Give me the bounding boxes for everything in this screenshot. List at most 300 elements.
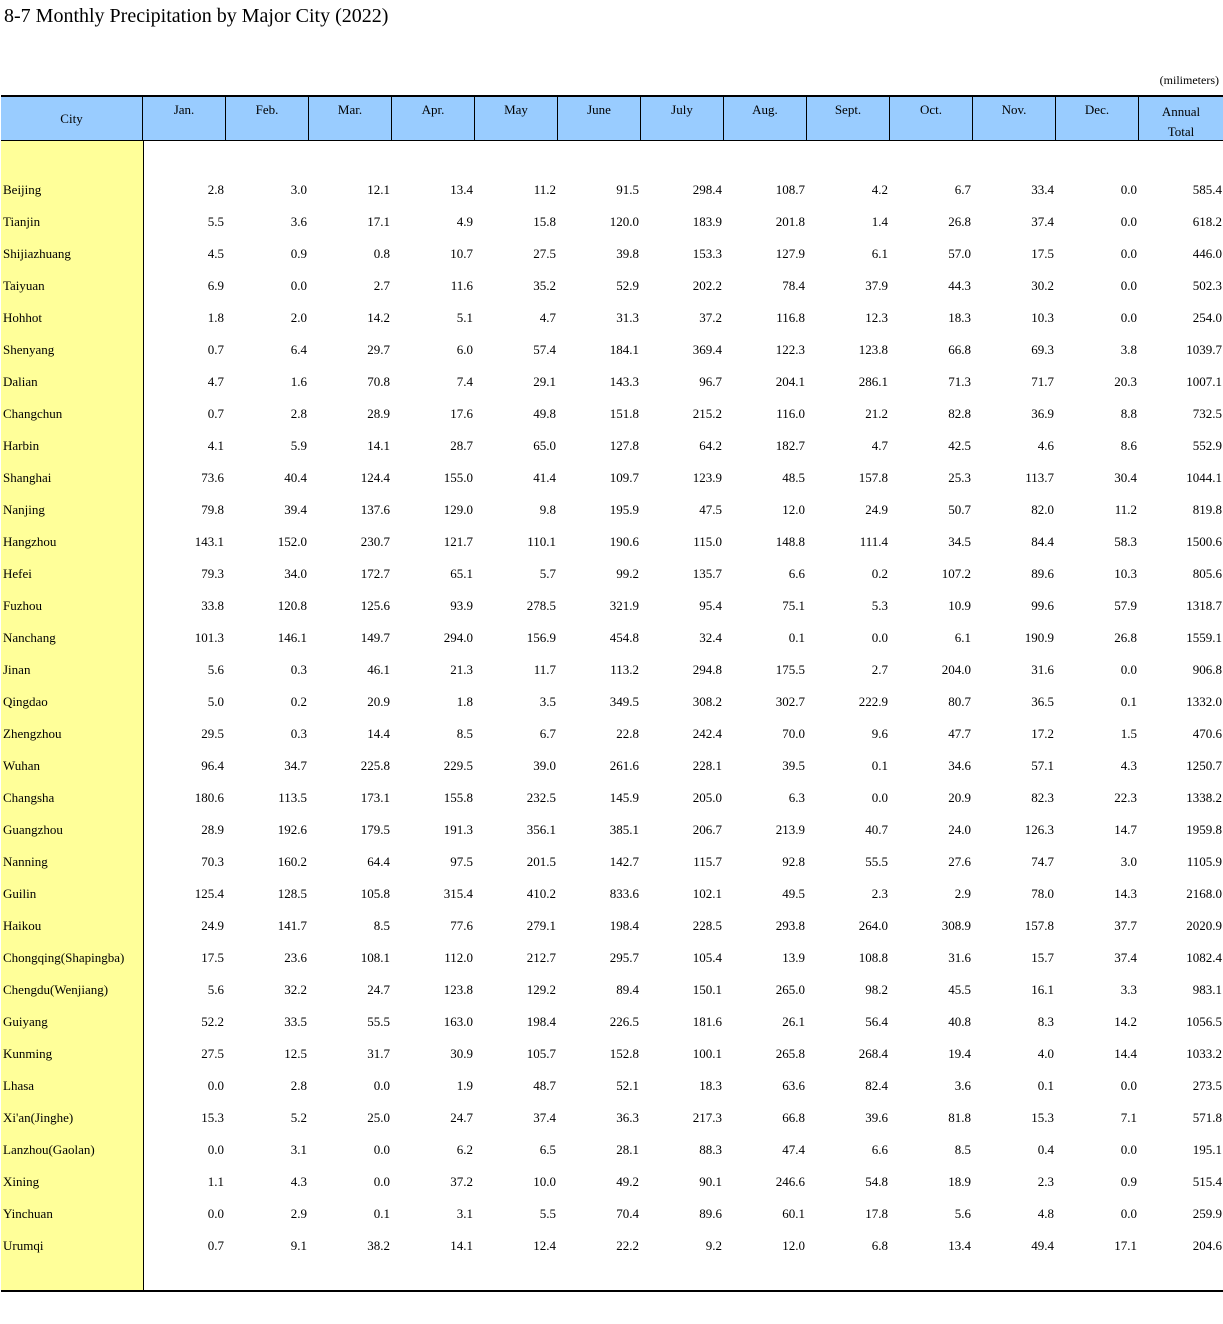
month-value-cell: 15.3 — [1031, 1110, 1054, 1125]
month-value-cell: 39.6 — [865, 1110, 888, 1125]
header-month: May — [475, 97, 558, 140]
month-value-cell: 9.2 — [705, 1238, 722, 1253]
month-value-cell: 19.4 — [948, 1046, 971, 1061]
table-row — [1, 270, 1223, 302]
month-value-cell: 29.7 — [367, 342, 390, 357]
city-name: Hangzhou — [3, 534, 57, 549]
month-value-cell: 198.4 — [609, 918, 639, 933]
month-value-cell: 123.9 — [692, 470, 722, 485]
month-value-cell: 38.2 — [367, 1238, 390, 1253]
city-name: Beijing — [3, 182, 42, 197]
month-value-cell: 1.9 — [456, 1078, 473, 1093]
month-value-cell: 82.0 — [1031, 502, 1054, 517]
month-value-cell: 55.5 — [865, 854, 888, 869]
month-value-cell: 123.8 — [443, 982, 473, 997]
city-name: Jinan — [3, 662, 31, 677]
month-value-cell: 5.5 — [539, 1206, 556, 1221]
month-value-cell: 156.9 — [526, 630, 556, 645]
month-value-cell: 8.5 — [456, 726, 473, 741]
month-value-cell: 48.5 — [782, 470, 805, 485]
month-value-cell: 8.6 — [1120, 438, 1137, 453]
month-value-cell: 31.6 — [1031, 662, 1054, 677]
month-value-cell: 11.6 — [450, 278, 473, 293]
month-value-cell: 4.8 — [1037, 1206, 1054, 1221]
city-name: Lhasa — [3, 1078, 35, 1093]
month-value-cell: 122.3 — [775, 342, 805, 357]
month-value-cell: 279.1 — [526, 918, 556, 933]
month-value-cell: 11.2 — [1114, 502, 1137, 517]
month-value-cell: 6.5 — [539, 1142, 556, 1157]
city-name: Nanjing — [3, 502, 45, 517]
month-value-cell: 93.9 — [450, 598, 473, 613]
month-value-cell: 10.3 — [1114, 566, 1137, 581]
table-row — [1, 302, 1223, 334]
month-value-cell: 0.1 — [1120, 694, 1137, 709]
month-value-cell: 6.6 — [871, 1142, 888, 1157]
month-value-cell: 79.3 — [201, 566, 224, 581]
month-value-cell: 5.7 — [539, 566, 556, 581]
month-value-cell: 5.6 — [207, 662, 224, 677]
month-value-cell: 0.1 — [1037, 1078, 1054, 1093]
city-name: Urumqi — [3, 1238, 44, 1253]
month-value-cell: 135.7 — [692, 566, 722, 581]
month-value-cell: 226.5 — [609, 1014, 639, 1029]
header-month: Apr. — [392, 97, 475, 140]
month-value-cell: 115.7 — [693, 854, 722, 869]
header-month: Mar. — [309, 97, 392, 140]
city-name: Changsha — [3, 790, 55, 805]
header-month: July — [641, 97, 724, 140]
month-value-cell: 23.6 — [284, 950, 307, 965]
month-value-cell: 75.1 — [782, 598, 805, 613]
month-value-cell: 179.5 — [360, 822, 390, 837]
month-value-cell: 36.5 — [1031, 694, 1054, 709]
month-value-cell: 14.2 — [1114, 1014, 1137, 1029]
month-value-cell: 65.1 — [450, 566, 473, 581]
month-value-cell: 1.6 — [290, 374, 307, 389]
month-value-cell: 0.1 — [788, 630, 805, 645]
month-value-cell: 108.7 — [775, 182, 805, 197]
month-value-cell: 96.7 — [699, 374, 722, 389]
month-value-cell: 24.0 — [948, 822, 971, 837]
month-value-cell: 70.4 — [616, 1206, 639, 1221]
month-value-cell: 2.0 — [290, 310, 307, 325]
month-value-cell: 14.4 — [1114, 1046, 1137, 1061]
month-value-cell: 116.0 — [776, 406, 805, 421]
month-value-cell: 36.3 — [616, 1110, 639, 1125]
month-value-cell: 45.5 — [948, 982, 971, 997]
city-name: Hohhot — [3, 310, 42, 325]
table-row — [1, 782, 1223, 814]
month-value-cell: 40.4 — [284, 470, 307, 485]
city-name: Wuhan — [3, 758, 41, 773]
month-value-cell: 0.7 — [207, 342, 224, 357]
month-value-cell: 4.3 — [290, 1174, 307, 1189]
month-value-cell: 102.1 — [692, 886, 722, 901]
month-value-cell: 4.7 — [539, 310, 556, 325]
month-value-cell: 64.4 — [367, 854, 390, 869]
month-value-cell: 107.2 — [941, 566, 971, 581]
month-value-cell: 71.7 — [1031, 374, 1054, 389]
month-value-cell: 4.7 — [871, 438, 888, 453]
month-value-cell: 321.9 — [609, 598, 639, 613]
month-value-cell: 204.1 — [775, 374, 805, 389]
month-value-cell: 9.8 — [539, 502, 556, 517]
month-value-cell: 12.0 — [782, 502, 805, 517]
month-value-cell: 70.0 — [782, 726, 805, 741]
month-value-cell: 201.5 — [526, 854, 556, 869]
month-value-cell: 2.9 — [954, 886, 971, 901]
month-value-cell: 73.6 — [201, 470, 224, 485]
month-value-cell: 195.9 — [609, 502, 639, 517]
month-value-cell: 36.9 — [1031, 406, 1054, 421]
month-value-cell: 14.2 — [367, 310, 390, 325]
month-value-cell: 17.8 — [865, 1206, 888, 1221]
annual-total-cell: 273.5 — [1192, 1078, 1222, 1093]
month-value-cell: 160.2 — [277, 854, 307, 869]
annual-total-cell: 1033.2 — [1186, 1046, 1222, 1061]
month-value-cell: 57.4 — [533, 342, 556, 357]
month-value-cell: 302.7 — [775, 694, 805, 709]
city-name: Zhengzhou — [3, 726, 62, 741]
month-value-cell: 217.3 — [692, 1110, 722, 1125]
month-value-cell: 5.5 — [207, 214, 224, 229]
table-row — [1, 462, 1223, 494]
month-value-cell: 202.2 — [692, 278, 722, 293]
month-value-cell: 6.0 — [456, 342, 473, 357]
month-value-cell: 10.3 — [1031, 310, 1054, 325]
month-value-cell: 4.9 — [456, 214, 473, 229]
month-value-cell: 137.6 — [360, 502, 390, 517]
table-row — [1, 622, 1223, 654]
month-value-cell: 5.6 — [954, 1206, 971, 1221]
month-value-cell: 2.8 — [290, 1078, 307, 1093]
month-value-cell: 37.7 — [1114, 918, 1137, 933]
month-value-cell: 52.2 — [201, 1014, 224, 1029]
month-value-cell: 37.9 — [865, 278, 888, 293]
month-value-cell: 113.7 — [1025, 470, 1054, 485]
month-value-cell: 112.0 — [444, 950, 473, 965]
month-value-cell: 3.0 — [290, 182, 307, 197]
month-value-cell: 80.7 — [948, 694, 971, 709]
month-value-cell: 28.7 — [450, 438, 473, 453]
month-value-cell: 111.4 — [859, 534, 888, 549]
month-value-cell: 14.1 — [450, 1238, 473, 1253]
month-value-cell: 26.8 — [948, 214, 971, 229]
month-value-cell: 40.8 — [948, 1014, 971, 1029]
table-row — [1, 686, 1223, 718]
table-row — [1, 846, 1223, 878]
month-value-cell: 6.4 — [290, 342, 307, 357]
month-value-cell: 0.9 — [290, 246, 307, 261]
month-value-cell: 454.8 — [609, 630, 639, 645]
month-value-cell: 10.9 — [948, 598, 971, 613]
month-value-cell: 295.7 — [609, 950, 639, 965]
month-value-cell: 212.7 — [526, 950, 556, 965]
month-value-cell: 0.0 — [871, 790, 888, 805]
annual-total-cell: 983.1 — [1192, 982, 1222, 997]
annual-total-cell: 1338.2 — [1186, 790, 1222, 805]
month-value-cell: 278.5 — [526, 598, 556, 613]
month-value-cell: 0.1 — [373, 1206, 390, 1221]
annual-total-cell: 446.0 — [1192, 246, 1222, 261]
month-value-cell: 0.2 — [290, 694, 307, 709]
month-value-cell: 63.6 — [782, 1078, 805, 1093]
month-value-cell: 9.6 — [871, 726, 888, 741]
table-row — [1, 718, 1223, 750]
month-value-cell: 33.5 — [284, 1014, 307, 1029]
month-value-cell: 10.7 — [450, 246, 473, 261]
month-value-cell: 145.9 — [609, 790, 639, 805]
table-row — [1, 750, 1223, 782]
month-value-cell: 57.0 — [948, 246, 971, 261]
month-value-cell: 5.6 — [207, 982, 224, 997]
month-value-cell: 163.0 — [443, 1014, 473, 1029]
month-value-cell: 26.8 — [1114, 630, 1137, 645]
table-row — [1, 1038, 1223, 1070]
city-name: Taiyuan — [3, 278, 45, 293]
month-value-cell: 0.0 — [1120, 1078, 1137, 1093]
month-value-cell: 3.0 — [1120, 854, 1137, 869]
page-title: 8-7 Monthly Precipitation by Major City (2022) — [4, 5, 389, 27]
month-value-cell: 17.1 — [1114, 1238, 1137, 1253]
header-month: Jan. — [143, 97, 226, 140]
annual-total-cell: 502.3 — [1192, 278, 1222, 293]
month-value-cell: 127.9 — [775, 246, 805, 261]
month-value-cell: 120.8 — [277, 598, 307, 613]
city-name: Haikou — [3, 918, 42, 933]
month-value-cell: 3.1 — [290, 1142, 307, 1157]
month-value-cell: 82.8 — [948, 406, 971, 421]
month-value-cell: 0.0 — [1120, 1142, 1137, 1157]
month-value-cell: 28.9 — [201, 822, 224, 837]
month-value-cell: 151.8 — [609, 406, 639, 421]
header-month: Sept. — [807, 97, 890, 140]
month-value-cell: 232.5 — [526, 790, 556, 805]
table-row — [1, 1166, 1223, 1198]
month-value-cell: 183.9 — [692, 214, 722, 229]
annual-total-cell: 1105.9 — [1186, 854, 1222, 869]
city-name: Harbin — [3, 438, 40, 453]
month-value-cell: 7.4 — [456, 374, 473, 389]
month-value-cell: 110.1 — [527, 534, 556, 549]
month-value-cell: 4.2 — [871, 182, 888, 197]
month-value-cell: 2.7 — [871, 662, 888, 677]
month-value-cell: 298.4 — [692, 182, 722, 197]
city-name: Guiyang — [3, 1014, 48, 1029]
month-value-cell: 129.0 — [443, 502, 473, 517]
month-value-cell: 14.3 — [1114, 886, 1137, 901]
city-name: Xi'an(Jinghe) — [3, 1110, 74, 1125]
annual-total-cell: 1044.1 — [1186, 470, 1222, 485]
table-row — [1, 878, 1223, 910]
month-value-cell: 27.5 — [533, 246, 556, 261]
month-value-cell: 18.3 — [948, 310, 971, 325]
month-value-cell: 369.4 — [692, 342, 722, 357]
month-value-cell: 90.1 — [699, 1174, 722, 1189]
month-value-cell: 42.5 — [948, 438, 971, 453]
month-value-cell: 60.1 — [782, 1206, 805, 1221]
month-value-cell: 2.3 — [1037, 1174, 1054, 1189]
month-value-cell: 11.2 — [533, 182, 556, 197]
month-value-cell: 268.4 — [858, 1046, 888, 1061]
month-value-cell: 70.3 — [201, 854, 224, 869]
month-value-cell: 82.4 — [865, 1078, 888, 1093]
month-value-cell: 49.4 — [1031, 1238, 1054, 1253]
header-annual-line2: Total — [1167, 124, 1195, 139]
month-value-cell: 17.5 — [201, 950, 224, 965]
month-value-cell: 37.4 — [1114, 950, 1137, 965]
month-value-cell: 31.7 — [367, 1046, 390, 1061]
annual-total-cell: 906.8 — [1192, 662, 1222, 677]
month-value-cell: 13.4 — [948, 1238, 971, 1253]
city-name: Dalian — [3, 374, 38, 389]
month-value-cell: 5.9 — [290, 438, 307, 453]
month-value-cell: 37.4 — [533, 1110, 556, 1125]
city-name: Nanning — [3, 854, 48, 869]
table-row — [1, 398, 1223, 430]
month-value-cell: 101.3 — [194, 630, 224, 645]
month-value-cell: 34.6 — [948, 758, 971, 773]
month-value-cell: 4.6 — [1037, 438, 1054, 453]
month-value-cell: 113.2 — [610, 662, 639, 677]
month-value-cell: 215.2 — [692, 406, 722, 421]
month-value-cell: 78.4 — [782, 278, 805, 293]
month-value-cell: 6.7 — [954, 182, 971, 197]
month-value-cell: 47.5 — [699, 502, 722, 517]
month-value-cell: 157.8 — [858, 470, 888, 485]
table-row — [1, 1230, 1223, 1262]
month-value-cell: 12.4 — [533, 1238, 556, 1253]
city-name: Changchun — [3, 406, 63, 421]
table-row — [1, 1134, 1223, 1166]
month-value-cell: 8.5 — [373, 918, 390, 933]
table-row — [1, 814, 1223, 846]
month-value-cell: 31.6 — [948, 950, 971, 965]
annual-total-cell: 254.0 — [1192, 310, 1222, 325]
month-value-cell: 121.7 — [443, 534, 473, 549]
month-value-cell: 308.9 — [941, 918, 971, 933]
month-value-cell: 49.5 — [782, 886, 805, 901]
month-value-cell: 0.2 — [871, 566, 888, 581]
month-value-cell: 4.0 — [1037, 1046, 1054, 1061]
month-value-cell: 8.8 — [1120, 406, 1137, 421]
month-value-cell: 410.2 — [526, 886, 556, 901]
month-value-cell: 12.1 — [367, 182, 390, 197]
month-value-cell: 3.6 — [290, 214, 307, 229]
month-value-cell: 84.4 — [1031, 534, 1054, 549]
month-value-cell: 0.0 — [373, 1174, 390, 1189]
month-value-cell: 50.7 — [948, 502, 971, 517]
header-annual-line1: Annual — [1161, 104, 1201, 119]
month-value-cell: 30.2 — [1031, 278, 1054, 293]
month-value-cell: 35.2 — [533, 278, 556, 293]
month-value-cell: 293.8 — [775, 918, 805, 933]
table-row — [1, 558, 1223, 590]
annual-total-cell: 1007.1 — [1186, 374, 1222, 389]
table-row — [1, 974, 1223, 1006]
month-value-cell: 128.5 — [277, 886, 307, 901]
month-value-cell: 64.2 — [699, 438, 722, 453]
month-value-cell: 37.2 — [699, 310, 722, 325]
annual-total-cell: 1318.7 — [1186, 598, 1222, 613]
month-value-cell: 5.0 — [207, 694, 224, 709]
month-value-cell: 69.3 — [1031, 342, 1054, 357]
table-row — [1, 1070, 1223, 1102]
city-name: Kunming — [3, 1046, 53, 1061]
month-value-cell: 0.3 — [290, 662, 307, 677]
annual-total-cell: 1250.7 — [1186, 758, 1222, 773]
month-value-cell: 57.1 — [1031, 758, 1054, 773]
month-value-cell: 1.8 — [207, 310, 224, 325]
month-value-cell: 184.1 — [609, 342, 639, 357]
table-row — [1, 1198, 1223, 1230]
month-value-cell: 11.7 — [533, 662, 556, 677]
month-value-cell: 2.7 — [373, 278, 390, 293]
month-value-cell: 88.3 — [699, 1142, 722, 1157]
header-month: Dec. — [1056, 97, 1139, 140]
month-value-cell: 49.8 — [533, 406, 556, 421]
city-name: Shanghai — [3, 470, 52, 485]
month-value-cell: 108.8 — [858, 950, 888, 965]
precipitation-table — [1, 95, 1223, 1292]
city-name: Qingdao — [3, 694, 48, 709]
month-value-cell: 33.8 — [201, 598, 224, 613]
month-value-cell: 2.3 — [871, 886, 888, 901]
month-value-cell: 6.9 — [207, 278, 224, 293]
month-value-cell: 54.8 — [865, 1174, 888, 1189]
month-value-cell: 65.0 — [533, 438, 556, 453]
month-value-cell: 18.3 — [699, 1078, 722, 1093]
month-value-cell: 0.8 — [373, 246, 390, 261]
month-value-cell: 0.1 — [871, 758, 888, 773]
month-value-cell: 148.8 — [775, 534, 805, 549]
month-value-cell: 0.0 — [207, 1142, 224, 1157]
table-row — [1, 590, 1223, 622]
annual-total-cell: 1500.6 — [1186, 534, 1222, 549]
city-name: Tianjin — [3, 214, 41, 229]
annual-total-cell: 1039.7 — [1186, 342, 1222, 357]
month-value-cell: 14.4 — [367, 726, 390, 741]
month-value-cell: 98.2 — [865, 982, 888, 997]
month-value-cell: 13.9 — [782, 950, 805, 965]
month-value-cell: 9.1 — [290, 1238, 307, 1253]
month-value-cell: 149.7 — [360, 630, 390, 645]
month-value-cell: 155.8 — [443, 790, 473, 805]
month-value-cell: 58.3 — [1114, 534, 1137, 549]
month-value-cell: 52.1 — [616, 1078, 639, 1093]
month-value-cell: 32.2 — [284, 982, 307, 997]
month-value-cell: 3.6 — [954, 1078, 971, 1093]
month-value-cell: 74.7 — [1031, 854, 1054, 869]
month-value-cell: 20.9 — [948, 790, 971, 805]
month-value-cell: 228.1 — [692, 758, 722, 773]
annual-total-cell: 1082.4 — [1186, 950, 1222, 965]
month-value-cell: 99.2 — [616, 566, 639, 581]
table-row — [1, 1006, 1223, 1038]
month-value-cell: 21.3 — [450, 662, 473, 677]
month-value-cell: 143.1 — [194, 534, 224, 549]
month-value-cell: 30.9 — [450, 1046, 473, 1061]
annual-total-cell: 259.9 — [1192, 1206, 1222, 1221]
header-month: Oct. — [890, 97, 973, 140]
month-value-cell: 204.0 — [941, 662, 971, 677]
month-value-cell: 229.5 — [443, 758, 473, 773]
annual-total-cell: 195.1 — [1192, 1142, 1222, 1157]
month-value-cell: 294.8 — [692, 662, 722, 677]
month-value-cell: 49.2 — [616, 1174, 639, 1189]
header-annual-total — [1139, 97, 1223, 140]
